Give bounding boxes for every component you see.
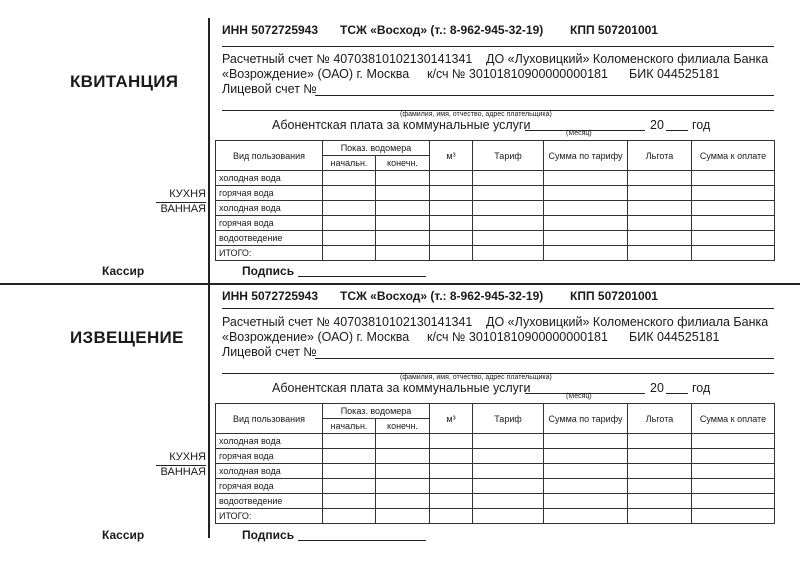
- col-start-header: начальн.: [323, 156, 376, 171]
- row-label: холодная вода: [216, 171, 323, 186]
- receipt-personal: Лицевой счет №: [222, 82, 317, 96]
- row-label: горячая вода: [216, 449, 323, 464]
- payer-hint: (фамилия, имя, отчество, адрес плательщика): [400, 111, 552, 118]
- col-end-header: конечн.: [376, 419, 430, 434]
- row-label: горячая вода: [216, 186, 323, 201]
- col-total-header: Сумма к оплате: [692, 141, 775, 171]
- table-row: [216, 464, 775, 479]
- table-row: [216, 186, 775, 201]
- row-label: горячая вода: [216, 479, 323, 494]
- month-hint: (Месяц): [566, 130, 592, 137]
- col-sum-header: Сумма по тарифу: [544, 404, 628, 434]
- receipt-bank: ДО «Луховицкий» Коломенского филиала Банка: [486, 52, 769, 66]
- receipt-title: КВИТАНЦИЯ: [70, 72, 179, 91]
- bath-label: ВАННАЯ: [160, 203, 206, 215]
- col-type-header: Вид пользования: [216, 404, 323, 434]
- meter-table: [215, 140, 775, 261]
- notice-corr: к/сч № 30101810900000000181: [427, 330, 608, 344]
- row-label: водоотведение: [216, 231, 323, 246]
- table-row: [216, 246, 775, 261]
- year-prefix: 20: [650, 118, 664, 132]
- col-total-header: Сумма к оплате: [692, 404, 775, 434]
- payer-hint: (фамилия, имя, отчество, адрес плательщика): [400, 374, 552, 381]
- year-line[interactable]: [666, 393, 688, 394]
- notice-personal: Лицевой счет №: [222, 345, 317, 359]
- notice-signature-line[interactable]: [298, 540, 426, 541]
- receipt-kpp: КПП 507201001: [570, 23, 658, 37]
- notice-account: Расчетный счет № 40703810102130141341: [222, 315, 473, 329]
- notice-cashier: Кассир: [102, 528, 145, 542]
- notice-bik: БИК 044525181: [629, 330, 720, 344]
- receipt-account: Расчетный счет № 40703810102130141341: [222, 52, 473, 66]
- notice-bank: ДО «Луховицкий» Коломенского филиала Банка: [486, 315, 769, 329]
- kitchen-label: КУХНЯ: [169, 188, 206, 200]
- receipt-bik: БИК 044525181: [629, 67, 720, 81]
- kitchen-label: КУХНЯ: [169, 451, 206, 463]
- table-row: [216, 171, 775, 186]
- notice-inn: ИНН 5072725943: [222, 289, 319, 303]
- receipt-corr: к/сч № 30101810900000000181: [427, 67, 608, 81]
- table-row: [216, 479, 775, 494]
- col-sum-header: Сумма по тарифу: [544, 141, 628, 171]
- receipt-fee: Абонентская плата за коммунальные услуги: [272, 118, 531, 132]
- header-underline: [222, 308, 774, 309]
- personal-account-line[interactable]: [315, 358, 774, 359]
- row-label: холодная вода: [216, 201, 323, 216]
- notice-bank2: «Возрождение» (ОАО) г. Москва: [222, 330, 410, 344]
- col-tariff-header: Тариф: [473, 404, 544, 434]
- year-suffix: год: [692, 381, 711, 395]
- row-label: холодная вода: [216, 464, 323, 479]
- row-label: ИТОГО:: [216, 246, 323, 261]
- receipt-org: ТСЖ «Восход» (т.: 8-962-945-32-19): [340, 23, 544, 37]
- row-label: водоотведение: [216, 494, 323, 509]
- vertical-divider: [208, 18, 210, 538]
- table-row: [216, 449, 775, 464]
- row-label: горячая вода: [216, 216, 323, 231]
- col-type-header: Вид пользования: [216, 141, 323, 171]
- year-prefix: 20: [650, 381, 664, 395]
- month-hint: (Месяц): [566, 393, 592, 400]
- table-row: [216, 231, 775, 246]
- col-m3-header: м³: [430, 141, 473, 171]
- receipt-bank2: «Возрождение» (ОАО) г. Москва: [222, 67, 410, 81]
- year-line[interactable]: [666, 130, 688, 131]
- receipt-signature: Подпись: [242, 264, 295, 278]
- col-m3-header: м³: [430, 404, 473, 434]
- notice-org: ТСЖ «Восход» (т.: 8-962-945-32-19): [340, 289, 544, 303]
- year-suffix: год: [692, 118, 711, 132]
- notice-signature: Подпись: [242, 528, 295, 542]
- notice-title: ИЗВЕЩЕНИЕ: [70, 328, 184, 347]
- table-row: [216, 494, 775, 509]
- receipt-cashier: Кассир: [102, 264, 145, 278]
- receipt-inn: ИНН 5072725943: [222, 23, 319, 37]
- personal-account-line[interactable]: [315, 95, 774, 96]
- table-row: [216, 509, 775, 524]
- col-meter-header: Показ. водомера: [323, 141, 430, 156]
- row-label: холодная вода: [216, 434, 323, 449]
- row-label: ИТОГО:: [216, 509, 323, 524]
- col-discount-header: Льгота: [628, 141, 692, 171]
- receipt-signature-line[interactable]: [298, 276, 426, 277]
- table-row: [216, 201, 775, 216]
- col-end-header: конечн.: [376, 156, 430, 171]
- table-row: [216, 216, 775, 231]
- header-underline: [222, 46, 774, 47]
- col-discount-header: Льгота: [628, 404, 692, 434]
- notice-kpp: КПП 507201001: [570, 289, 658, 303]
- table-row: [216, 434, 775, 449]
- col-meter-header: Показ. водомера: [323, 404, 430, 419]
- col-tariff-header: Тариф: [473, 141, 544, 171]
- col-start-header: начальн.: [323, 419, 376, 434]
- notice-fee: Абонентская плата за коммунальные услуги: [272, 381, 531, 395]
- section-separator: [0, 283, 800, 285]
- meter-table: [215, 403, 775, 524]
- bath-label: ВАННАЯ: [160, 466, 206, 478]
